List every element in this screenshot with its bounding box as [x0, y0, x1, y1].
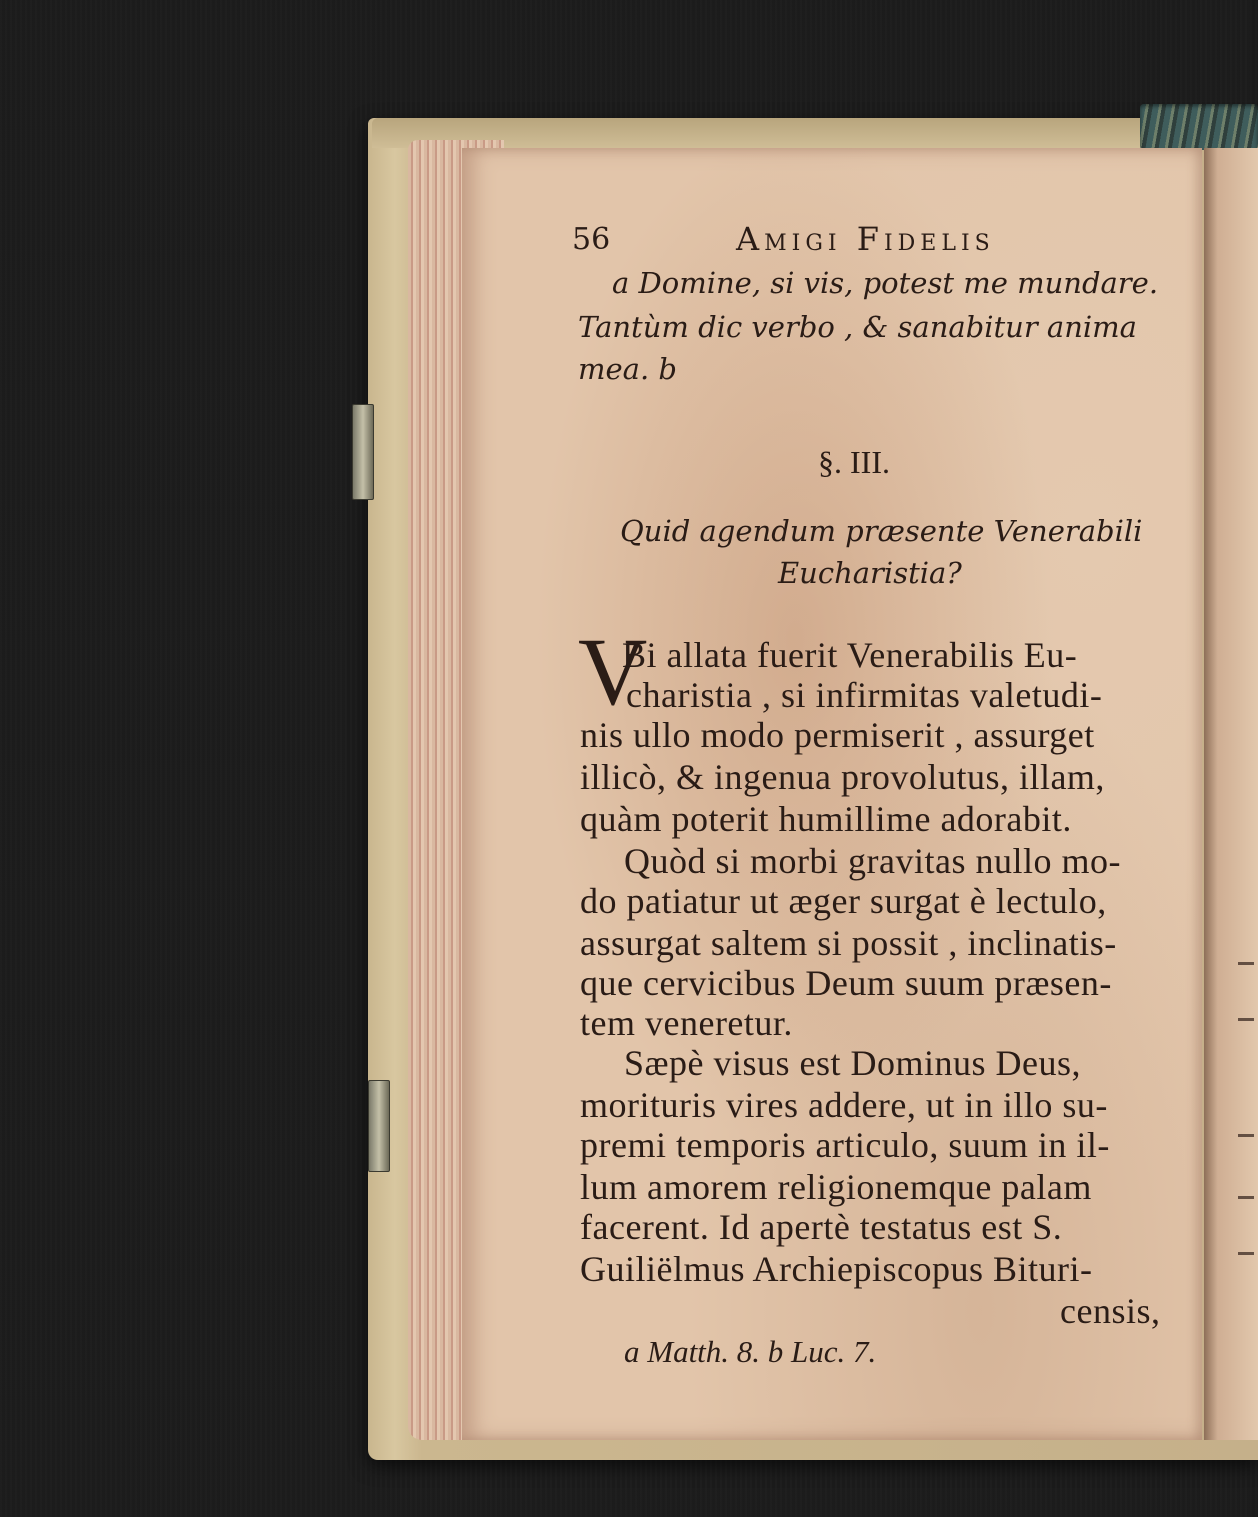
facing-page-text-fragment [1238, 1252, 1254, 1255]
body-line: Quòd si morbi gravitas nullo mo- [624, 841, 1121, 881]
page-number: 56 [572, 222, 611, 257]
quote-line: mea. b [578, 352, 677, 386]
body-line: quàm poterit humillime adorabit. [580, 799, 1072, 839]
section-title: Quid agendum præsente Venerabili [620, 514, 1143, 548]
facing-page-text-fragment [1238, 962, 1254, 965]
body-line: facerent. Id apertè testatus est S. [580, 1207, 1063, 1247]
body-line: illicò, & ingenua provolutus, illam, [580, 757, 1105, 797]
body-line: premi temporis articulo, suum in il- [580, 1125, 1110, 1165]
clasp-upper [352, 404, 374, 500]
footnotes: a Matth. 8. b Luc. 7. [624, 1334, 877, 1369]
facing-page-text-fragment [1238, 1134, 1254, 1137]
facing-page-text-fragment [1238, 1018, 1254, 1021]
book-spine [1140, 104, 1258, 150]
quote-line: a Domine, si vis, potest me mundare. [612, 266, 1159, 300]
body-line: do patiatur ut æger surgat è lectulo, [580, 881, 1107, 921]
section-number: §. III. [818, 444, 890, 480]
quote-line: Tantùm dic verbo , & sanabitur anima [578, 310, 1137, 344]
drop-capital: V [578, 618, 648, 725]
body-line: nis ullo modo permiserit , assurget [580, 715, 1095, 755]
book-cover-top-edge [372, 118, 1258, 148]
running-title: Amigi Fidelis [736, 220, 995, 258]
body-line: charistia , si infirmitas valetudi- [626, 675, 1103, 715]
section-title: Eucharistia? [778, 556, 962, 590]
body-line: que cervicibus Deum suum præsen- [580, 963, 1112, 1003]
body-line: tem veneretur. [580, 1003, 793, 1043]
facing-page [1204, 148, 1258, 1440]
catchword: censis, [1060, 1291, 1161, 1331]
body-line: assurgat saltem si possit , inclinatis- [580, 923, 1117, 963]
body-line: Sæpè visus est Dominus Deus, [624, 1043, 1082, 1083]
body-line: Guiliëlmus Archiepiscopus Bituri- [580, 1249, 1093, 1289]
body-line: lum amorem religionemque palam [580, 1167, 1092, 1207]
facing-page-text-fragment [1238, 1196, 1254, 1199]
body-line: Bi allata fuerit Venerabilis Eu- [622, 635, 1078, 675]
clasp-lower [368, 1080, 390, 1172]
body-line: morituris vires addere, ut in illo su- [580, 1085, 1108, 1125]
